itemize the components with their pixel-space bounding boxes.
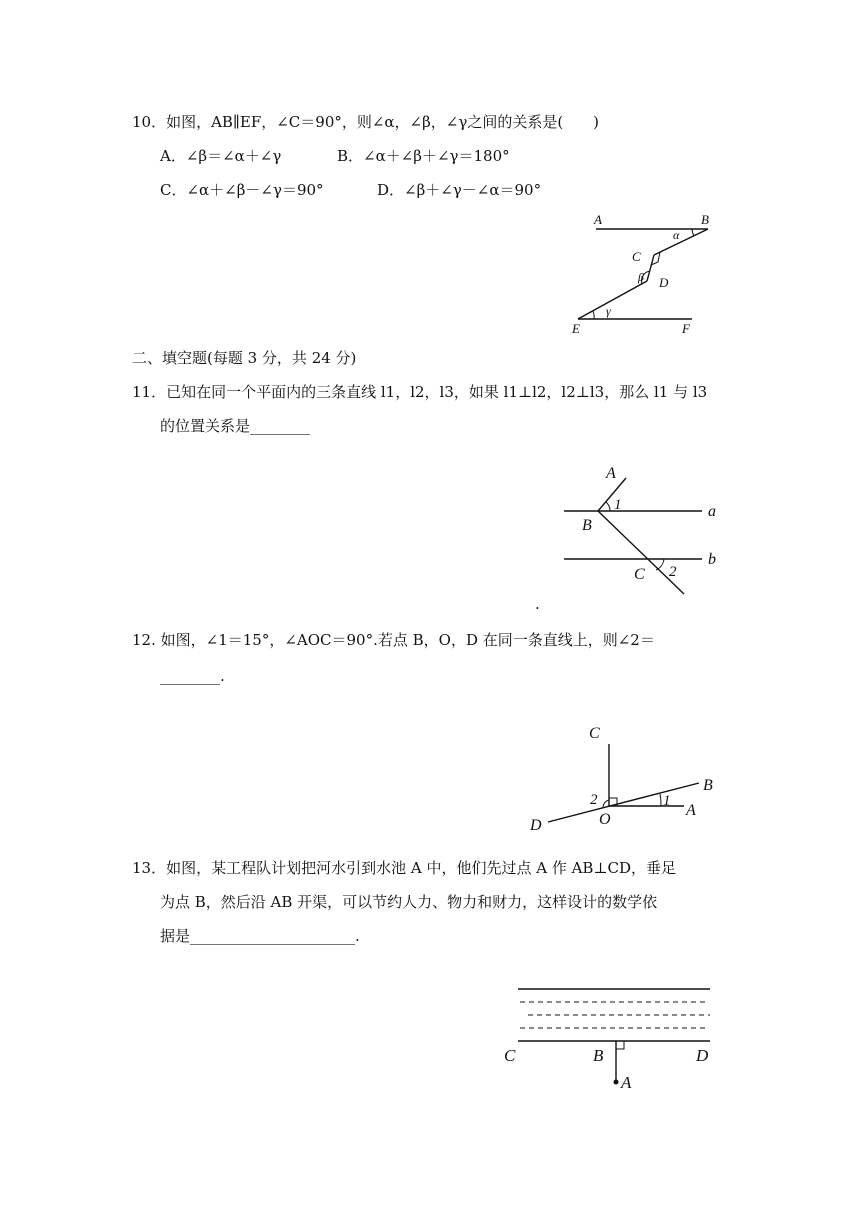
q11-figure	[556, 458, 736, 598]
label-o: O	[599, 811, 611, 828]
q10-figure	[560, 205, 720, 340]
label-1: 1	[663, 793, 671, 809]
label-a: A	[686, 802, 696, 819]
segment-bc	[654, 229, 708, 255]
label-beta: β	[638, 270, 644, 284]
label-1: 1	[614, 497, 622, 513]
q12-figure	[526, 718, 726, 833]
q10-stem: 10．如图，AB∥EF，∠C＝90°，则∠α，∠β，∠γ之间的关系是( )	[132, 113, 600, 131]
label-c: C	[589, 725, 600, 742]
label-b: B	[593, 1046, 604, 1065]
segment-cd	[647, 255, 654, 281]
right-angle-mark	[616, 1041, 624, 1049]
label-b-point: B	[582, 517, 592, 534]
label-f: F	[682, 321, 690, 336]
transversal	[598, 478, 626, 511]
q13-line2: 为点 B，然后沿 AB 开渠，可以节约人力、物力和财力，这样设计的数学依	[160, 893, 658, 911]
label-d: D	[530, 817, 542, 833]
pool-point-a	[614, 1080, 619, 1085]
label-a: A	[621, 1073, 632, 1092]
q10-option-c: C．∠α＋∠β－∠γ＝90°	[160, 181, 324, 199]
q13-line3: 据是______________________.	[160, 927, 360, 945]
label-2: 2	[669, 564, 677, 580]
label-alpha: α	[673, 228, 680, 242]
section-heading: 二、填空题(每题 3 分，共 24 分)	[132, 349, 357, 367]
label-e: E	[572, 321, 580, 336]
label-a-line: a	[708, 503, 716, 520]
label-b-line: b	[708, 551, 716, 568]
label-c: C	[504, 1046, 516, 1065]
q11-dot: .	[535, 595, 540, 613]
label-d: D	[659, 275, 669, 290]
label-b: B	[703, 777, 713, 794]
line-db	[548, 783, 699, 822]
label-2: 2	[590, 792, 598, 808]
label-gamma: γ	[606, 304, 611, 318]
label-d: D	[696, 1046, 709, 1065]
q12-line2: ________.	[160, 667, 225, 685]
arc-1	[660, 794, 661, 806]
segment-de	[578, 281, 647, 319]
arc-gamma	[593, 311, 594, 319]
label-a: A	[594, 212, 602, 227]
label-c: C	[632, 249, 641, 264]
q11-line2: 的位置关系是________	[160, 417, 311, 435]
label-c-point: C	[634, 566, 645, 583]
q10-option-d: D．∠β＋∠γ－∠α＝90°	[377, 181, 542, 199]
q13-figure	[498, 978, 728, 1093]
q10-option-a: A．∠β＝∠α＋∠γ	[160, 147, 282, 165]
label-b: B	[701, 212, 709, 227]
label-a-point: A	[606, 465, 616, 482]
q13-line1: 13．如图，某工程队计划把河水引到水池 A 中，他们先过点 A 作 AB⊥CD，垂足	[132, 859, 677, 877]
arc-1	[606, 502, 610, 511]
q10-option-b: B．∠α＋∠β＋∠γ＝180°	[337, 147, 510, 165]
q12-line1: 12. 如图，∠1＝15°，∠AOC＝90°.若点 B，O，D 在同一条直线上，则∠2＝	[132, 631, 655, 649]
q11-line1: 11．已知在同一个平面内的三条直线 l1，l2，l3，如果 l1⊥l2，l2⊥l3，那么 l1 与 l3	[132, 383, 708, 401]
arc-alpha	[692, 229, 694, 236]
